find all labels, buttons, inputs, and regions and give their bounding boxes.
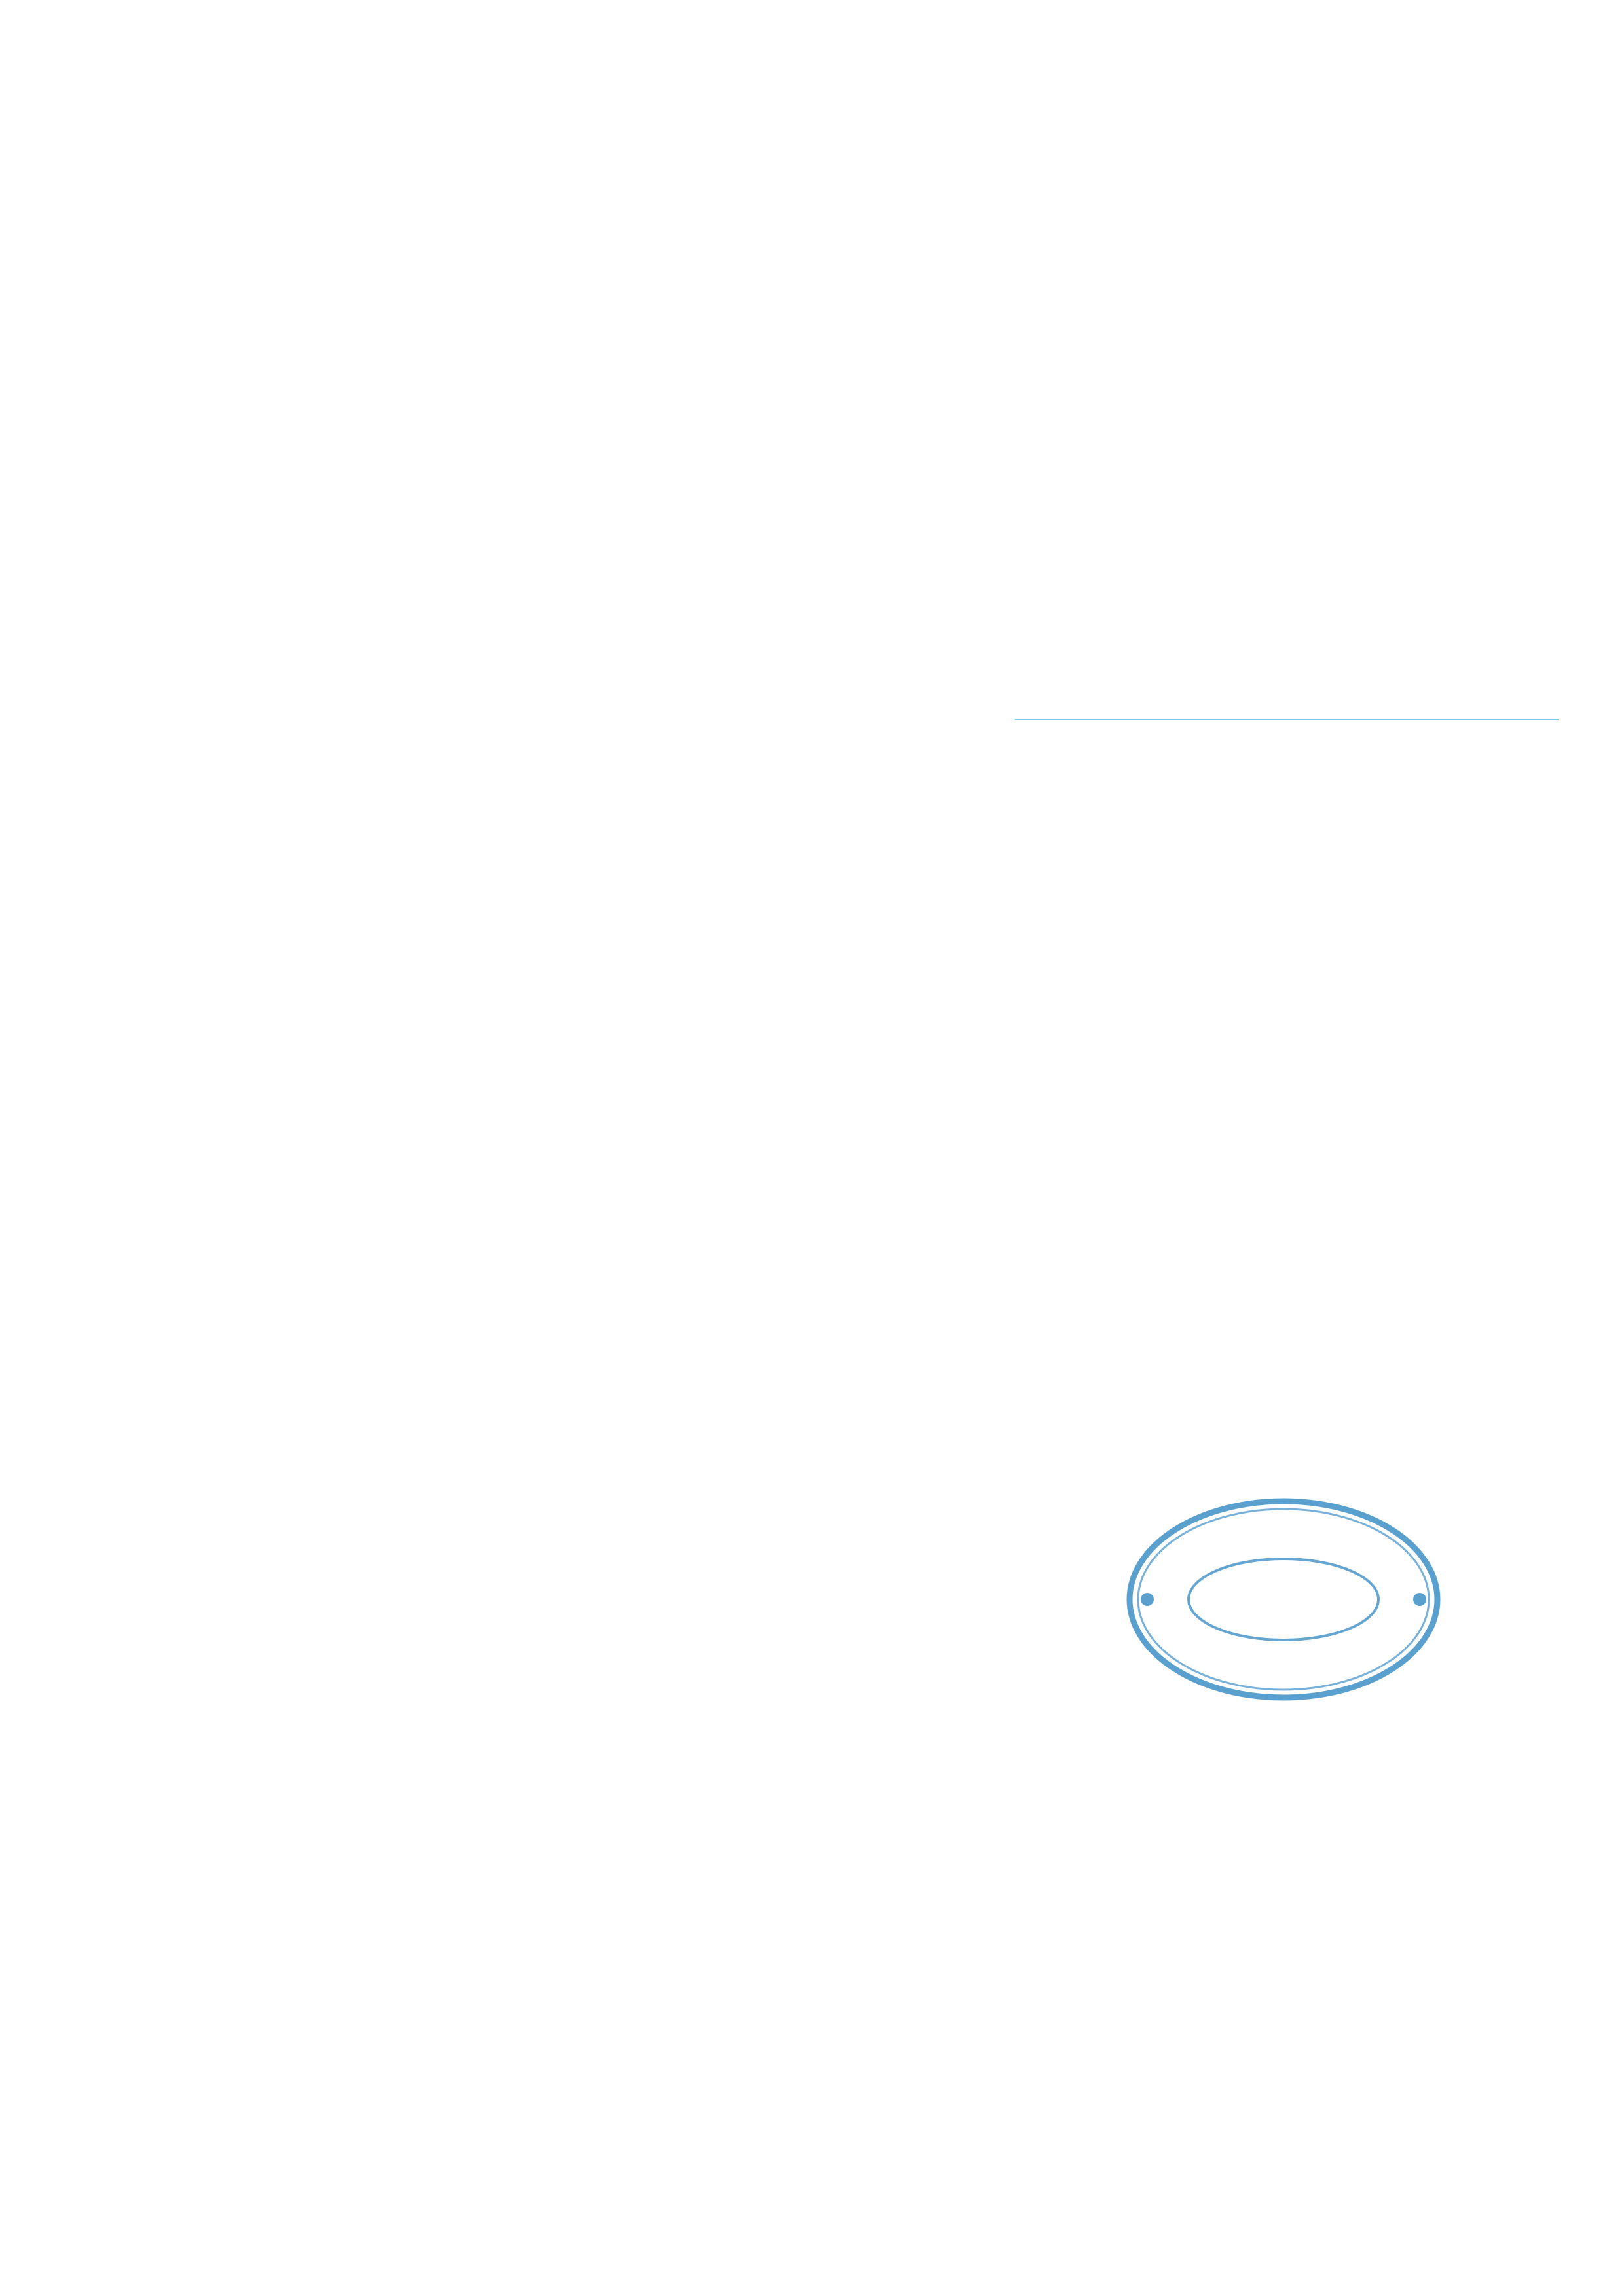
school-seal: [1113, 1489, 1454, 1705]
scan-artifact-line: [1015, 719, 1559, 720]
